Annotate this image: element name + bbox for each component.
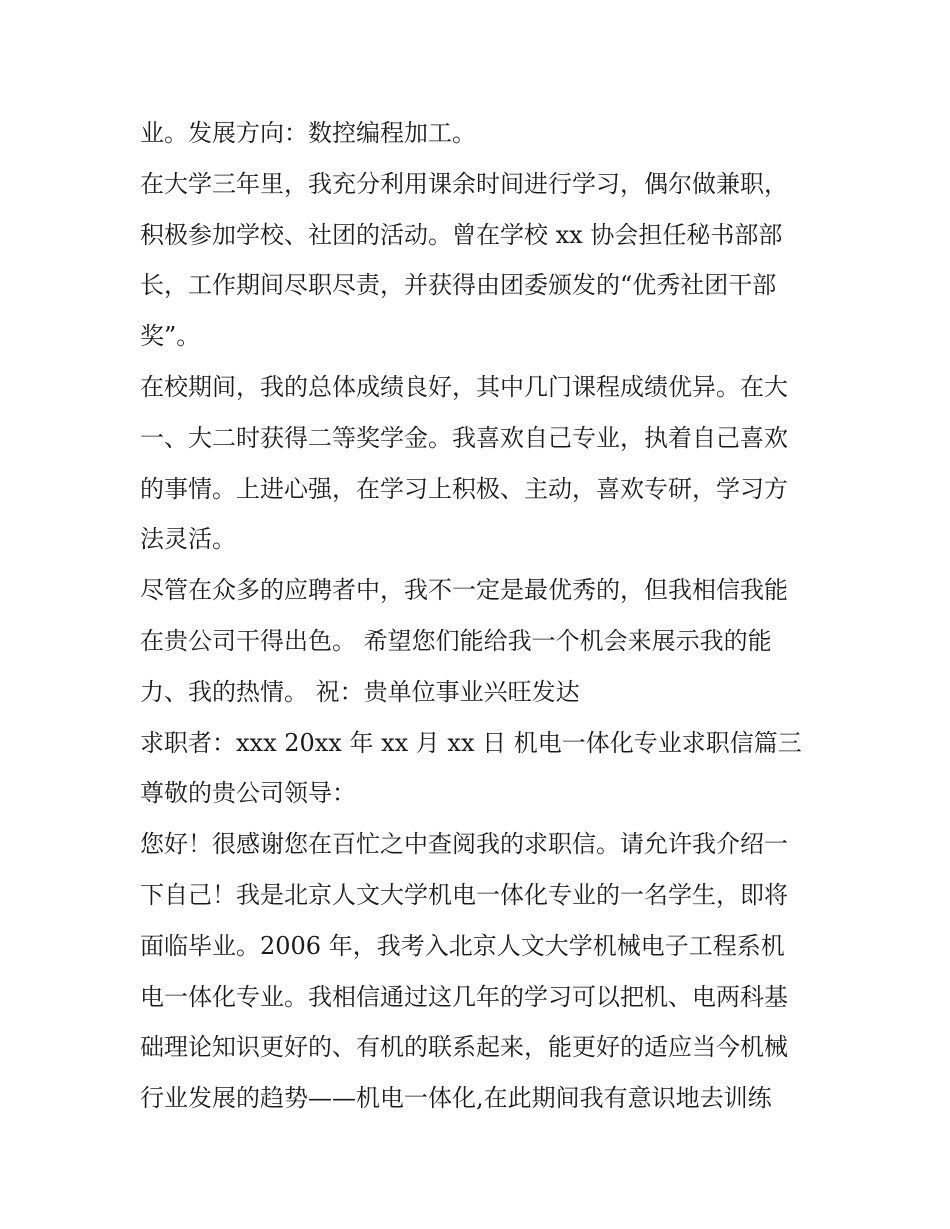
text-line: 求职者：xxx 20xx 年 xx 月 xx 日 机电一体化专业求职信篇三 [140, 728, 802, 757]
letter-body [140, 108, 820, 1124]
text-line: 一、大二时获得二等奖学金。我喜欢自己专业，执着自己喜欢 [140, 423, 788, 452]
text-line: 行业发展的趋势——机电一体化,在此期间我有意识地去训练 [140, 1084, 772, 1113]
text-line: 积极参加学校、社团的活动。曾在学校 xx 协会担任秘书部部 [140, 220, 783, 249]
text-line: 业。发展方向：数控编程加工。 [140, 119, 476, 147]
text-line: 法灵活。 [140, 525, 236, 554]
text-line: 的事情。上进心强，在学习上积极、主动，喜欢专研，学习方 [140, 474, 788, 503]
text-line: 下自己！我是北京人文大学机电一体化专业的一名学生，即将 [140, 880, 788, 909]
text-line: 奖”。 [140, 322, 201, 351]
text-line: 在大学三年里，我充分利用课余时间进行学习，偶尔做兼职， [140, 169, 788, 198]
text-line: 您好！很感谢您在百忙之中查阅我的求职信。请允许我介绍一 [140, 830, 788, 859]
text-line: 面临毕业。2006 年，我考入北京人文大学机械电子工程系机 [140, 931, 785, 960]
text-line: 长，工作期间尽职尽责，并获得由团委颁发的“优秀社团干部 [140, 271, 777, 300]
text-line: 尊敬的贵公司领导： [140, 779, 356, 808]
text-line: 础理论知识更好的、有机的联系起来，能更好的适应当今机械 [140, 1033, 788, 1062]
text-line: 在贵公司干得出色。 希望您们能给我一个机会来展示我的能 [140, 626, 772, 655]
text-line: 电一体化专业。我相信通过这几年的学习可以把机、电两科基 [140, 982, 788, 1011]
text-line: 尽管在众多的应聘者中，我不一定是最优秀的，但我相信我能 [140, 576, 788, 605]
text-line: 在校期间，我的总体成绩良好，其中几门课程成绩优异。在大 [140, 372, 788, 401]
text-line: 力、我的热情。 祝：贵单位事业兴旺发达 [140, 677, 580, 706]
